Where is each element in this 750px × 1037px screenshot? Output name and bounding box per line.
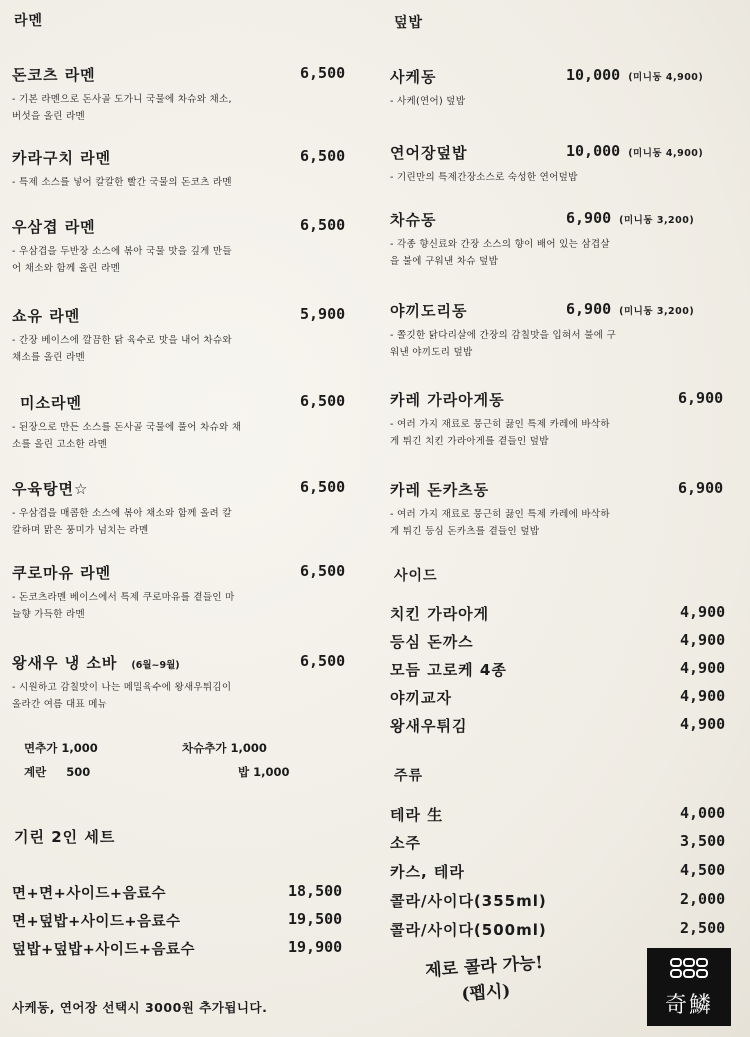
item-price: 6,500: [300, 64, 346, 82]
menu-item: [12, 64, 357, 125]
item-name: 쿠로마유 라멘: [12, 564, 112, 582]
drinks-section-title: 주류: [394, 768, 424, 784]
menu-item: [12, 392, 357, 453]
item-name: 왕새우 냉 소바: [12, 654, 118, 672]
set-surcharge-note: 사케동, 연어장 선택시 3000원 추가됩니다.: [12, 1000, 268, 1015]
drink-item: 소주 3,500: [390, 832, 726, 852]
item-name: 우육탕면☆: [12, 480, 89, 498]
logo-mark-icon: [669, 956, 709, 980]
menu-item: [12, 652, 357, 713]
menu-item: [12, 305, 357, 366]
mini-price: (미니동 4,900): [628, 72, 704, 83]
item-name: 미소라멘: [20, 394, 82, 412]
mini-price: (미니동 4,900): [628, 148, 704, 159]
extra-egg: 계란 500: [24, 765, 91, 779]
extra-noodle: 면추가 1,000: [24, 741, 98, 755]
item-price: 6,500: [300, 147, 346, 165]
item-desc: - 간장 베이스에 깔끔한 닭 육수로 맛을 내어 차슈와 채소를 올린 라멘: [12, 335, 232, 363]
drink-item: 카스, 테라 4,500: [390, 861, 726, 881]
menu-item: [12, 147, 357, 191]
item-price: 5,900: [300, 305, 346, 323]
item-name: 쇼유 라멘: [12, 307, 81, 325]
item-desc: - 사케(연어) 덮밥: [390, 96, 466, 107]
side-item: 왕새우튀김 4,900: [390, 715, 726, 735]
menu-item: [390, 142, 740, 186]
item-name: 차슈동: [390, 211, 437, 229]
item-name: 카레 돈카츠동: [390, 481, 490, 499]
menu-item: [390, 209, 740, 270]
item-desc: - 각종 향신료와 간장 소스의 향이 배어 있는 삼겹살 을 불에 구워낸 차슈 덮밥: [390, 239, 610, 267]
brand-logo: [647, 948, 731, 1026]
item-desc: - 기본 라멘으로 돈사골 도가니 국물에 차슈와 채소, 버섯을 올린 라멘: [12, 94, 232, 122]
item-name: 돈코츠 라멘: [12, 66, 96, 84]
donburi-section-title: 덮밥: [394, 15, 424, 31]
item-price: 10,000: [566, 66, 621, 84]
item-price: 6,900: [678, 479, 724, 497]
side-item: 등심 돈까스 4,900: [390, 631, 726, 651]
item-name: 야끼도리동: [390, 302, 468, 320]
item-name: 연어장덮밥: [390, 144, 468, 162]
item-desc: - 우삼겹을 매콤한 소스에 볶아 채소와 함께 올려 칼 칼하며 맑은 풍미가 넘치는 라멘: [12, 508, 232, 536]
item-name: 사케동: [390, 68, 437, 86]
menu-item: [12, 562, 357, 623]
item-desc: - 돈코츠라멘 베이스에서 특제 쿠로마유를 곁들인 마 늘향 가득한 라멘: [12, 592, 235, 620]
item-name: 우삼겹 라멘: [12, 218, 96, 236]
menu-item: [12, 478, 357, 539]
item-price: 6,900: [566, 300, 612, 318]
item-desc: - 여러 가지 재료로 뭉근히 끓인 특제 카레에 바삭하 게 튀긴 등심 돈카츠를 곁들인 덮밥: [390, 509, 610, 537]
item-price: 6,500: [300, 392, 346, 410]
drink-item: 테라 生 4,000: [390, 804, 726, 824]
side-item: 모듬 고로케 4종 4,900: [390, 659, 726, 679]
item-price: 6,500: [300, 216, 346, 234]
item-desc: - 쫄깃한 닭다리살에 간장의 감칠맛을 입혀서 불에 구 워낸 야끼도리 덮밥: [390, 330, 616, 358]
season-note: (6월~9월): [131, 660, 180, 671]
item-price: 6,500: [300, 478, 346, 496]
set-item: 면+면+사이드+음료수 18,500: [12, 882, 343, 902]
handwritten-note: 제로 콜라 가능! (펩시): [424, 952, 544, 1005]
item-price: 6,900: [678, 389, 724, 407]
extra-rice: 밥 1,000: [238, 765, 290, 779]
item-price: 6,500: [300, 652, 346, 670]
item-price: 10,000: [566, 142, 621, 160]
menu-item: [390, 66, 740, 110]
item-name: 카라구치 라멘: [12, 149, 112, 167]
mini-price: (미니동 3,200): [619, 306, 695, 317]
set-section-title: 기린 2인 세트: [14, 828, 116, 846]
menu-item: [390, 300, 740, 361]
side-section-title: 사이드: [394, 568, 438, 584]
ramen-section-title: 라멘: [14, 13, 44, 29]
side-item: 치킨 가라아게 4,900: [390, 603, 726, 623]
item-price: 6,900: [566, 209, 612, 227]
item-price: 6,500: [300, 562, 346, 580]
item-desc: - 특제 소스를 넣어 칼칼한 빨간 국물의 돈코츠 라멘: [12, 177, 232, 188]
side-item: 야끼교자 4,900: [390, 687, 726, 707]
set-item: 면+덮밥+사이드+음료수 19,500: [12, 910, 343, 930]
drink-item: 콜라/사이다(355ml) 2,000: [390, 890, 726, 910]
menu-item: [390, 389, 740, 450]
logo-kanji: 奇鱗: [664, 993, 713, 1018]
item-desc: - 여러 가지 재료로 뭉근히 끓인 특제 카레에 바삭하 게 튀긴 치킨 가라아게를 곁들인 덮밥: [390, 419, 610, 447]
extra-chashu: 차슈추가 1,000: [182, 741, 267, 755]
item-desc: - 우삼겹을 두반장 소스에 볶아 국물 맛을 깊게 만들 어 채소와 함께 올린 라멘: [12, 246, 232, 274]
menu-item: [12, 216, 357, 277]
drink-item: 콜라/사이다(500ml) 2,500: [390, 919, 726, 939]
item-name: 카레 가라아게동: [390, 391, 505, 409]
item-desc: - 된장으로 만든 소스를 돈사골 국물에 풀어 차슈와 채 소를 올린 고소한 라멘: [12, 422, 242, 450]
mini-price: (미니동 3,200): [619, 215, 695, 226]
item-desc: - 기린만의 특제간장소스로 숙성한 연어덮밥: [390, 172, 578, 183]
item-desc: - 시원하고 감칠맛이 나는 메밀육수에 왕새우튀김이 올라간 여름 대표 메뉴: [12, 682, 232, 710]
set-item: 덮밥+덮밥+사이드+음료수 19,900: [12, 938, 343, 958]
menu-item: [390, 479, 740, 540]
